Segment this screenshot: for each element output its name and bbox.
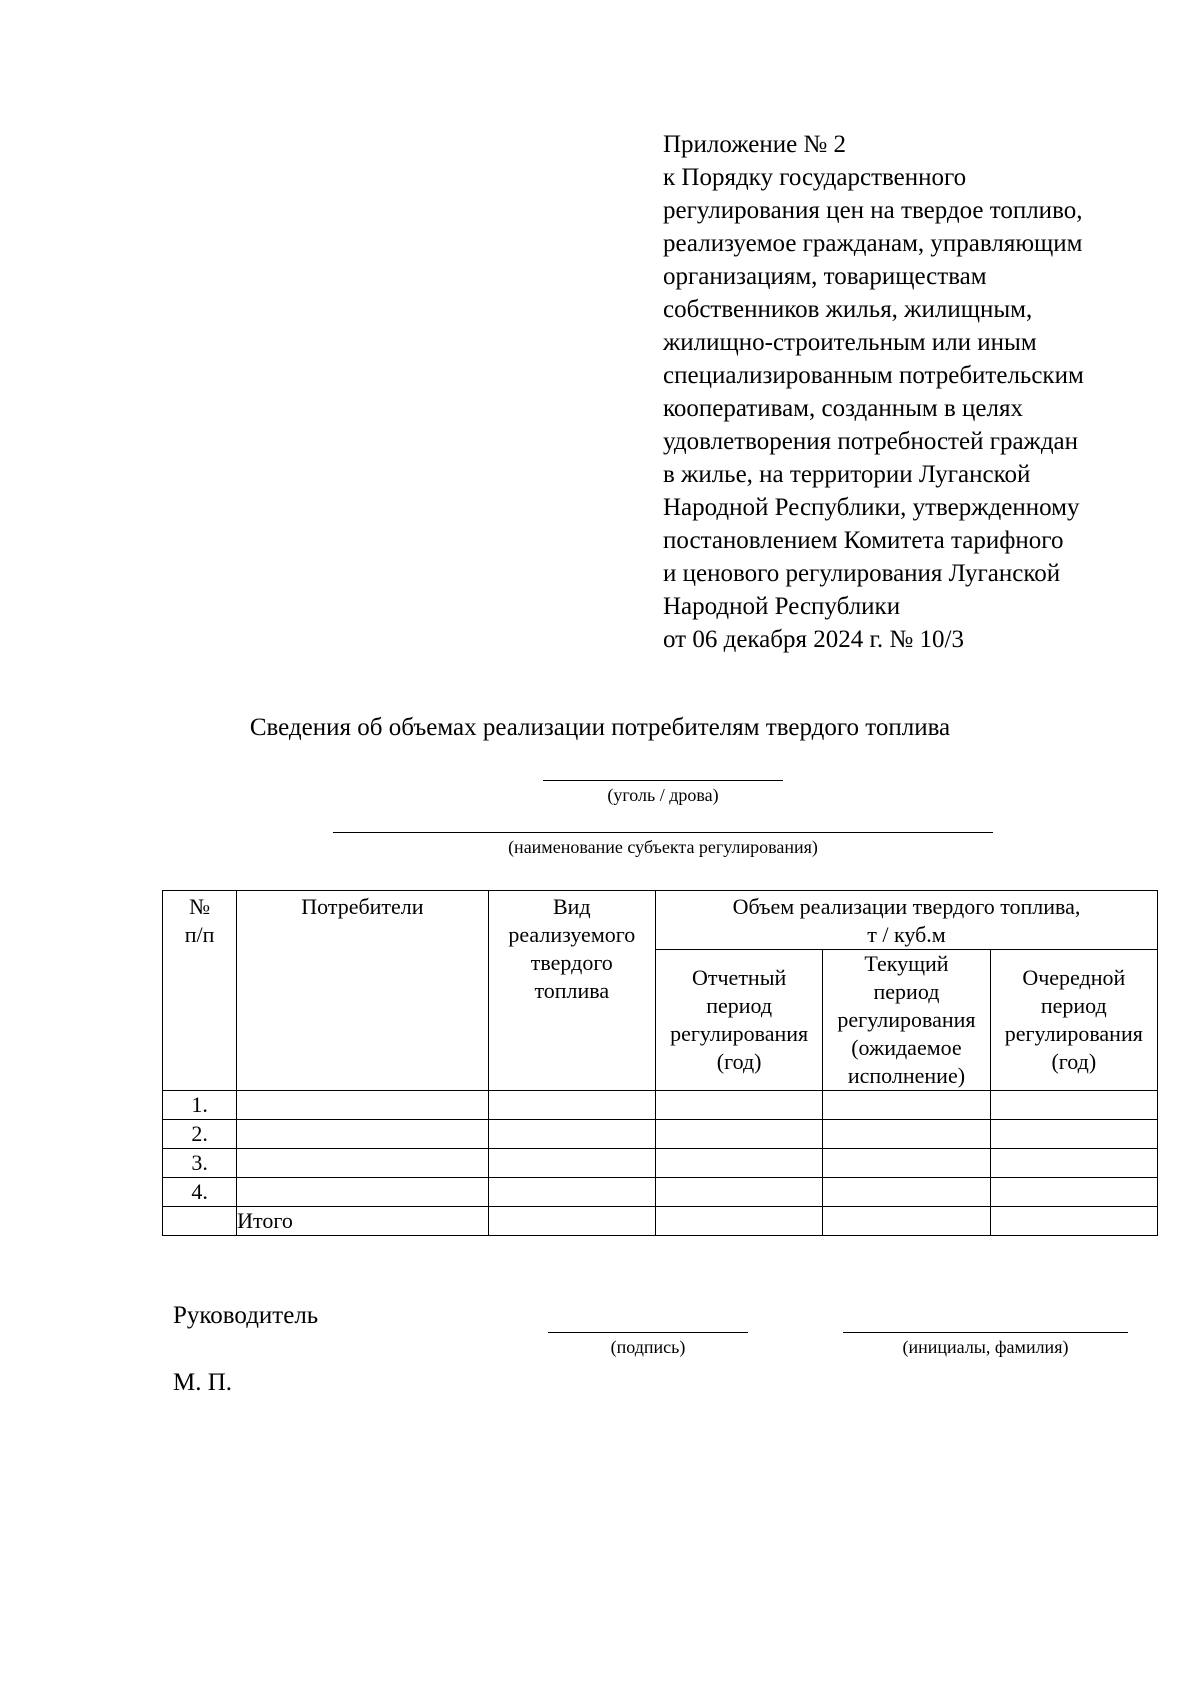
row-number: 4. <box>163 1178 237 1207</box>
name-blank-line[interactable] <box>843 1332 1128 1333</box>
appendix-line: Народной Республики <box>663 593 901 620</box>
cell-next[interactable] <box>990 1091 1157 1120</box>
fuel-type-blank-line[interactable] <box>543 780 783 781</box>
cell-reported[interactable] <box>655 1149 822 1178</box>
name-caption: (инициалы, фамилия) <box>902 1337 1069 1357</box>
appendix-line: Приложение № 2 <box>663 131 847 158</box>
table-header-row <box>163 891 1158 950</box>
appendix-line: от 06 декабря 2024 г. № 10/3 <box>663 626 964 653</box>
cell-consumer[interactable] <box>237 1091 489 1120</box>
table-row <box>163 1149 1158 1178</box>
cell-reported[interactable] <box>655 1207 822 1236</box>
cell-reported[interactable] <box>655 1178 822 1207</box>
cell-fuel-type[interactable] <box>488 1178 655 1207</box>
document-title: Сведения об объемах реализации потребителям твердого топлива <box>249 714 951 741</box>
total-label: Итого <box>237 1207 489 1236</box>
header-fuel-type: Вид реализуемого твердого топлива <box>488 891 655 1091</box>
cell-fuel-type[interactable] <box>488 1120 655 1149</box>
signature-caption: (подпись) <box>610 1337 686 1357</box>
cell-current[interactable] <box>823 1091 990 1120</box>
appendix-line: и ценового регулирования Луганской <box>663 560 1061 587</box>
row-number: 3. <box>163 1149 237 1178</box>
table-row <box>163 1178 1158 1207</box>
appendix-line: кооперативам, созданным в целях <box>663 395 1023 422</box>
appendix-line: к Порядку государственного <box>663 164 967 191</box>
cell-consumer[interactable] <box>237 1120 489 1149</box>
cell-next[interactable] <box>990 1149 1157 1178</box>
appendix-line: Народной Республики, утвержденному <box>663 494 1080 521</box>
cell-consumer[interactable] <box>237 1178 489 1207</box>
cell-consumer[interactable] <box>237 1149 489 1178</box>
cell-current[interactable] <box>823 1149 990 1178</box>
appendix-line: постановлением Комитета тарифного <box>663 527 1064 554</box>
table-total-row <box>163 1207 1158 1236</box>
cell-next[interactable] <box>990 1120 1157 1149</box>
subject-name-caption: (наименование субъекта регулирования) <box>508 837 818 857</box>
appendix-line: в жилье, на территории Луганской <box>663 461 1031 488</box>
appendix-line: регулирования цен на твердое топливо, <box>663 197 1083 224</box>
signature-blank-line[interactable] <box>548 1332 748 1333</box>
cell-next[interactable] <box>990 1207 1157 1236</box>
cell-next[interactable] <box>990 1178 1157 1207</box>
cell-reported[interactable] <box>655 1091 822 1120</box>
row-number: 2. <box>163 1120 237 1149</box>
fuel-volume-table <box>162 890 1158 1236</box>
appendix-line: реализуемое гражданам, управляющим <box>663 230 1083 257</box>
appendix-line: специализированным потребительским <box>663 362 1084 389</box>
header-consumers: Потребители <box>237 891 489 1091</box>
header-number: № п/п <box>163 891 237 1091</box>
subject-name-blank-line[interactable] <box>333 832 993 833</box>
row-number: 1. <box>163 1091 237 1120</box>
stamp-label: М. П. <box>173 1369 233 1396</box>
fuel-type-caption: (уголь / дрова) <box>607 785 719 805</box>
cell-fuel-type[interactable] <box>488 1207 655 1236</box>
cell-current[interactable] <box>823 1178 990 1207</box>
header-volume: Объем реализации твердого топлива, т / куб.м <box>655 891 1157 950</box>
row-number-empty <box>163 1207 237 1236</box>
head-label: Руководитель <box>173 1302 319 1329</box>
cell-fuel-type[interactable] <box>488 1149 655 1178</box>
appendix-line: собственников жилья, жилищным, <box>663 296 1033 323</box>
appendix-block <box>663 128 1183 656</box>
header-current-period: Текущий период регулирования (ожидаемое исполнение) <box>823 950 990 1091</box>
appendix-line: жилищно-строительным или иным <box>663 329 1037 356</box>
appendix-line: удовлетворения потребностей граждан <box>663 428 1079 455</box>
cell-fuel-type[interactable] <box>488 1091 655 1120</box>
header-next-period: Очередной период регулирования (год) <box>990 950 1157 1091</box>
cell-reported[interactable] <box>655 1120 822 1149</box>
header-reported-period: Отчетный период регулирования (год) <box>655 950 822 1091</box>
table-row <box>163 1091 1158 1120</box>
cell-current[interactable] <box>823 1207 990 1236</box>
appendix-line: организациям, товариществам <box>663 263 987 290</box>
table-row <box>163 1120 1158 1149</box>
cell-current[interactable] <box>823 1120 990 1149</box>
